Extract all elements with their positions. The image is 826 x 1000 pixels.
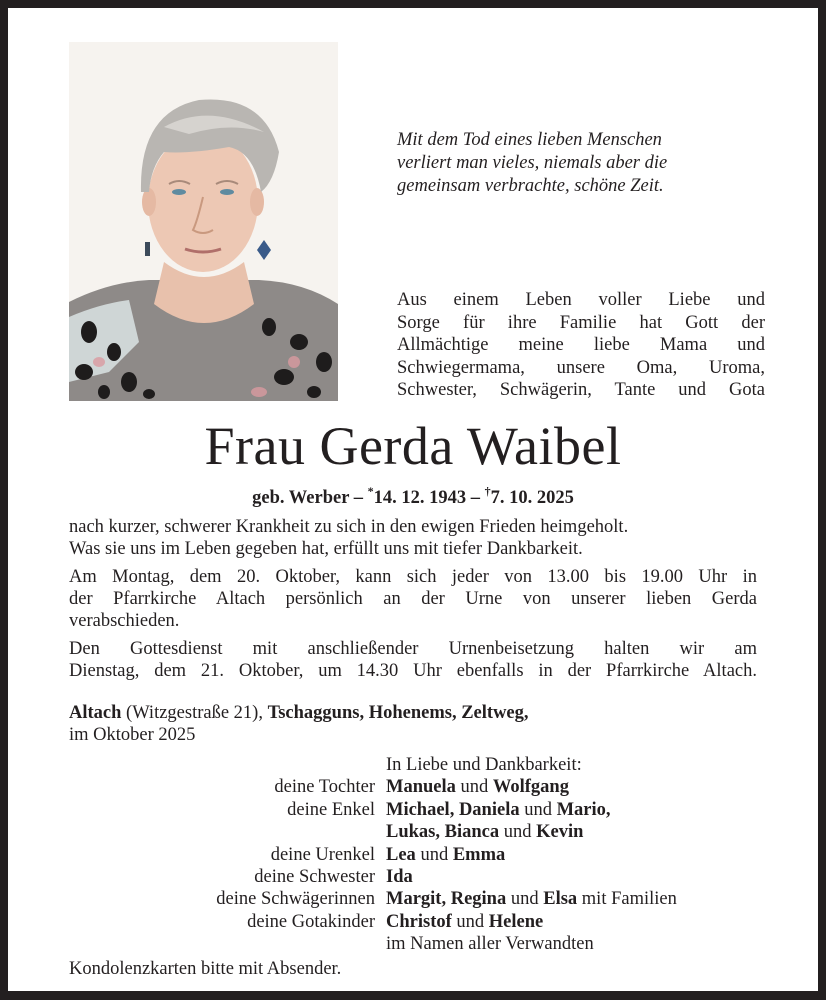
family-list — [8, 754, 818, 956]
portrait-image — [69, 42, 338, 401]
separator: – — [353, 488, 363, 509]
intro-line: Aus einem Leben voller Liebe und — [397, 290, 765, 310]
body-line: Am Montag, dem 20. Oktober, kann sich jeder von 13.00 bis 19.00 Uhr in — [69, 567, 757, 587]
body-line: Den Gottesdienst mit anschließender Urnenbeisetzung halten wir am — [69, 639, 757, 659]
family-row — [8, 821, 818, 843]
birth-star-icon: * — [367, 484, 374, 498]
deceased-name: Frau Gerda Waibel — [204, 416, 622, 476]
family-heading: In Liebe und Dankbarkeit: — [386, 755, 582, 775]
intro-text — [397, 289, 765, 402]
quote-line: Mit dem Tod eines lieben Menschen — [397, 130, 662, 150]
body-line: nach kurzer, schwerer Krankheit zu sich in den ewigen Frieden heimgeholt. — [69, 517, 629, 537]
family-row — [8, 933, 818, 955]
death-date: 7. 10. 2025 — [490, 488, 574, 509]
family-heading-row — [8, 754, 818, 776]
obituary-body — [69, 516, 757, 688]
relation-label: deine Urenkel — [270, 844, 375, 865]
intro-line: Schwester, Schwägerin, Tante und Gota — [397, 380, 765, 400]
birth-date: 14. 12. 1943 — [373, 488, 467, 509]
relative-name: Emma — [452, 844, 506, 865]
relative-names — [386, 866, 818, 888]
relation-label: deine Schwägerinnen — [216, 889, 375, 910]
relative-names — [386, 776, 818, 798]
relative-names — [386, 888, 818, 910]
memorial-quote — [397, 129, 757, 198]
family-row — [8, 866, 818, 888]
family-row — [8, 799, 818, 821]
intro-line: Schwiegermama, unsere Oma, Uroma, — [397, 357, 765, 378]
relative-name: Lukas, Bianca — [386, 822, 500, 843]
relation-label: deine Tochter — [274, 777, 375, 798]
relative-name: Margit, Regina — [386, 889, 507, 910]
date-line: im Oktober 2025 — [69, 725, 196, 745]
relative-names — [386, 933, 818, 955]
connector-text: und — [415, 844, 453, 865]
quote-line: verliert man vieles, niemals aber die — [397, 153, 668, 173]
connector-text: im Namen aller Verwandten — [386, 934, 594, 955]
paragraph-passing — [69, 516, 757, 560]
death-cross-icon: † — [484, 484, 491, 498]
relative-name: Christof — [386, 911, 452, 932]
body-line: Was sie uns im Leben gegeben hat, erfüllt uns mit tiefer Dankbarkeit. — [69, 539, 583, 559]
relation-label: deine Gotakinder — [247, 911, 375, 932]
relative-name: Lea — [386, 844, 416, 865]
relative-name: Ida — [386, 867, 413, 888]
relative-names — [386, 844, 818, 866]
family-row — [8, 911, 818, 933]
family-row — [8, 844, 818, 866]
connector-text: und — [506, 889, 544, 910]
place-altach: Altach — [69, 703, 122, 723]
other-places: Tschagguns, Hohenems, Zeltweg, — [267, 703, 529, 723]
relative-names — [386, 821, 818, 843]
places-and-date — [69, 702, 769, 746]
body-line: der Pfarrkirche Altach persönlich an der Urne von unserer lieben Gerda — [69, 589, 757, 609]
relative-names — [386, 799, 818, 821]
separator: – — [470, 488, 480, 509]
address: (Witzgestraße 21), — [121, 703, 268, 723]
relative-name: Manuela — [386, 777, 456, 798]
relative-name: Wolfgang — [492, 777, 569, 798]
paragraph-service — [69, 638, 757, 682]
relation-label: deine Enkel — [287, 799, 375, 820]
relation-label — [8, 821, 386, 843]
family-row — [8, 888, 818, 910]
connector-text: und — [451, 911, 489, 932]
relative-name: Kevin — [536, 822, 584, 843]
relative-name: Mario, — [556, 799, 611, 820]
life-dates — [8, 480, 818, 510]
relation-label: deine Schwester — [254, 867, 375, 888]
intro-line: Sorge für ihre Familie hat Gott der — [397, 312, 765, 333]
relative-name: Helene — [488, 911, 544, 932]
maiden-name: geb. Werber — [252, 488, 350, 509]
connector-text: und — [519, 799, 557, 820]
relative-names — [386, 911, 818, 933]
relative-name: Michael, Daniela — [386, 799, 520, 820]
condolence-note: Kondolenzkarten bitte mit Absender. — [69, 959, 342, 979]
body-line: verabschieden. — [69, 611, 180, 631]
obituary-page — [8, 8, 818, 991]
relative-name: Elsa — [543, 889, 578, 910]
intro-line: Allmächtige meine liebe Mama und — [397, 335, 765, 355]
quote-line: gemeinsam verbrachte, schöne Zeit. — [397, 176, 664, 196]
body-line: Dienstag, dem 21. Oktober, um 14.30 Uhr ebenfalls in der Pfarrkirche Altach. — [69, 661, 757, 681]
connector-text: mit Familien — [577, 889, 677, 910]
family-row — [8, 776, 818, 798]
portrait-photo — [69, 42, 338, 401]
paragraph-viewing — [69, 566, 757, 632]
connector-text: und — [455, 777, 493, 798]
connector-text: und — [499, 822, 537, 843]
relation-label — [8, 933, 386, 955]
